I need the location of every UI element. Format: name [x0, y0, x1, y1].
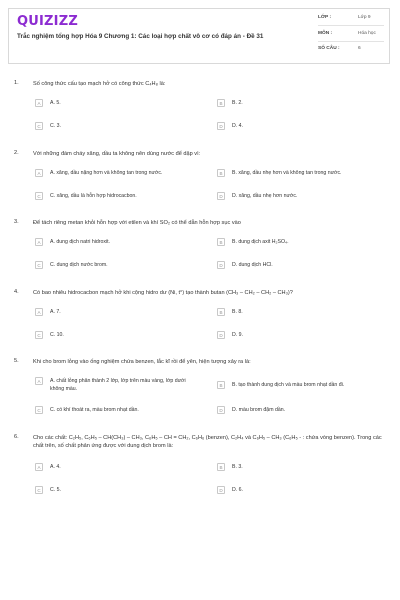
option-letter-box[interactable]: A [35, 377, 43, 385]
option-letter-box[interactable]: D [217, 331, 225, 339]
meta-label-class: LỚP : [318, 15, 332, 20]
option-text: B. dung dịch axit H₂SO₄. [232, 239, 289, 245]
option-text: D. 4. [232, 123, 243, 129]
option-letter-box[interactable]: D [217, 122, 225, 130]
question-number: 4. [14, 289, 19, 295]
option-text: B. 3. [232, 464, 243, 470]
option-letter-box[interactable]: A [35, 308, 43, 316]
question-number: 5. [14, 358, 19, 364]
option-text: D. dung dịch HCl. [232, 262, 273, 268]
option-text: B. 8. [232, 309, 243, 315]
option-text: C. 10. [50, 332, 64, 338]
option-letter-box[interactable]: D [217, 261, 225, 269]
option-letter-box[interactable]: B [217, 99, 225, 107]
option-letter-box[interactable]: A [35, 238, 43, 246]
option-text: B. tạo thành dung dịch và màu brom nhạt dần đi. [232, 382, 345, 388]
question-text: Khi cho brom lỏng vào ống nghiệm chứa benzen, lắc kĩ rồi để yên, hiện tượng xảy ra là: [33, 359, 251, 365]
meta-divider [318, 41, 384, 42]
question-number: 6. [14, 434, 19, 440]
option-letter-box[interactable]: A [35, 99, 43, 107]
option-text: B. 2. [232, 100, 243, 106]
option-letter-box[interactable]: B [217, 463, 225, 471]
option-text: D. màu brom đậm dần. [232, 407, 286, 413]
option-text: D. 6. [232, 487, 243, 493]
option-letter-box[interactable]: C [35, 192, 43, 200]
question-number: 1. [14, 80, 19, 86]
option-letter-box[interactable]: B [217, 308, 225, 316]
option-text: D. xăng, dầu nhẹ hơn nước. [232, 193, 298, 199]
question-text: Số công thức cấu tạo mạch hở có công thức C₄H₈ là: [33, 81, 166, 87]
option-text: C. xăng, dầu là hỗn hợp hidrocacbon. [50, 193, 137, 199]
option-text: A. dung dịch natri hidroxit. [50, 239, 110, 245]
option-letter-box[interactable]: D [217, 192, 225, 200]
option-letter-box[interactable]: B [217, 238, 225, 246]
question-text: Có bao nhiêu hidrocacbon mạch hở khi cộng hidro dư (Ni, t°) tạo thành butan (CH₃ – CH₂ – CH₂ – CH₃)? [33, 290, 293, 296]
option-letter-box[interactable]: C [35, 406, 43, 414]
meta-divider [318, 25, 384, 26]
question-text: Cho các chất: C₂H₅, C₆H₅ – CH(CH₃) – CH₃, C₆H₅ – CH = CH₂, C₆H₆ (benzen), C₂H₄ và C₆H₅ – CH₃ (C₆H₅ - : chứa vòng benzen). Trong các chất trên, số chất phản ứng được với dung dịch brom là: [33, 435, 382, 450]
worksheet-header [8, 8, 390, 64]
option-letter-box[interactable]: B [217, 381, 225, 389]
question-text: Với những đám cháy xăng, dầu ta không nên dùng nước để dập vì: [33, 151, 201, 157]
meta-label-subject: MÔN : [318, 31, 333, 36]
option-letter-box[interactable]: D [217, 486, 225, 494]
question-text: Để tách riêng metan khỏi hỗn hợp với etilen và khí SO₂ có thể dẫn hỗn hợp sục vào [33, 220, 241, 226]
option-text: C. dung dịch nước brom. [50, 262, 108, 268]
option-text: A. 4. [50, 464, 61, 470]
option-text: A. 7. [50, 309, 61, 315]
option-text: A. xăng, dầu nặng hơn và không tan trong nước. [50, 170, 163, 176]
worksheet-title: Trắc nghiệm tổng hợp Hóa 9 Chương 1: Các loại hợp chất vô cơ có đáp án - Đề 31 [17, 33, 264, 40]
option-text: B. xăng, dầu nhẹ hơn và không tan trong nước. [232, 170, 342, 176]
option-text: D. 9. [232, 332, 243, 338]
quizizz-logo: QUIZIZZ [17, 14, 78, 29]
option-letter-box[interactable]: C [35, 261, 43, 269]
meta-value-subject: Hóa học [358, 31, 376, 36]
option-letter-box[interactable]: D [217, 406, 225, 414]
option-letter-box[interactable]: C [35, 486, 43, 494]
option-letter-box[interactable]: C [35, 331, 43, 339]
option-letter-box[interactable]: A [35, 169, 43, 177]
option-text: C. 3. [50, 123, 61, 129]
meta-label-count: SỐ CÂU : [318, 46, 340, 51]
option-text: C. 5. [50, 487, 61, 493]
option-letter-box[interactable]: C [35, 122, 43, 130]
question-number: 2. [14, 150, 19, 156]
meta-value-class: Lớp 9 [358, 15, 371, 20]
question-number: 3. [14, 219, 19, 225]
option-letter-box[interactable]: A [35, 463, 43, 471]
option-text: C. có khí thoát ra, màu brom nhạt dần. [50, 407, 139, 413]
option-text: A. chất lỏng phân thành 2 lớp, lớp trên màu vàng, lớp dưới không màu. [50, 378, 186, 392]
option-text: A. 5. [50, 100, 61, 106]
meta-value-count: 6 [358, 46, 361, 51]
option-letter-box[interactable]: B [217, 169, 225, 177]
